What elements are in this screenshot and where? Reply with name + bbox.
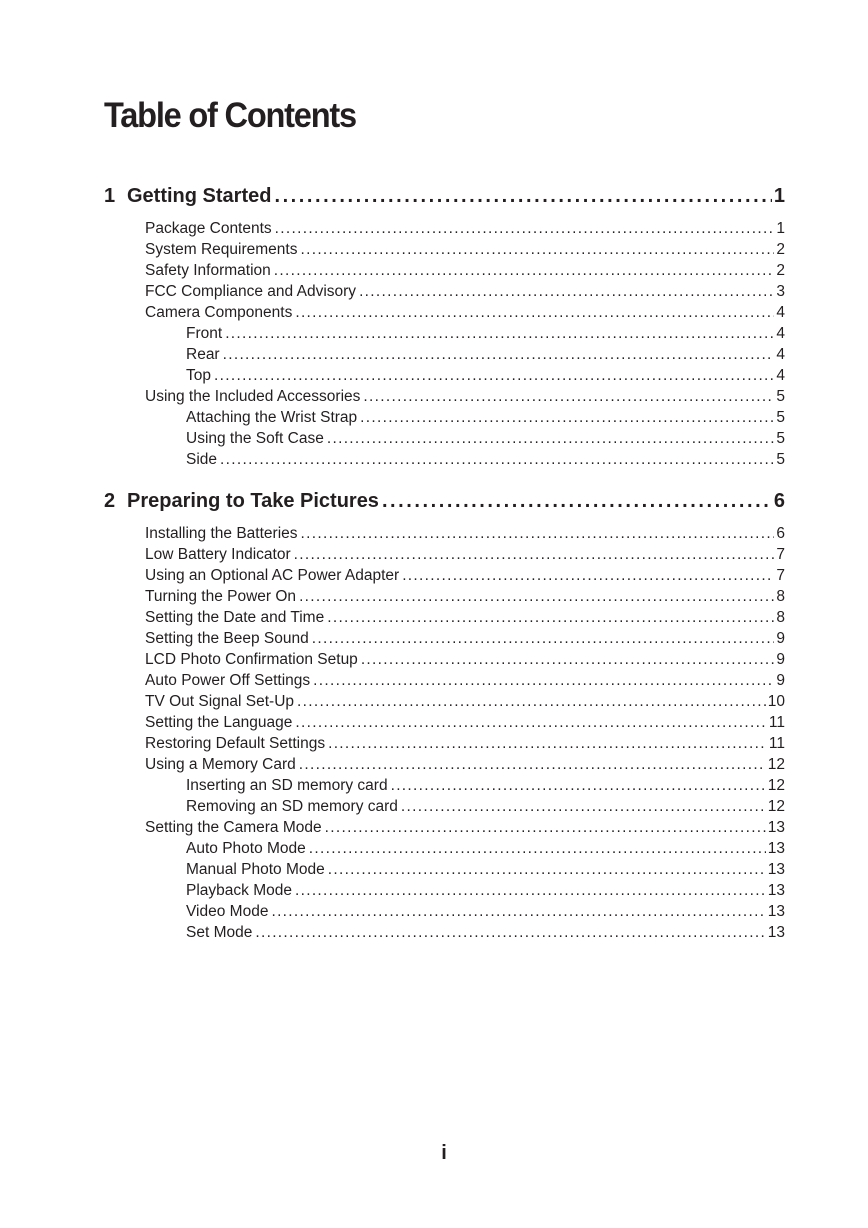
toc-entry[interactable]: [104, 260, 785, 281]
toc-entry-title: Camera Components: [145, 304, 293, 321]
toc-entry-title: LCD Photo Confirmation Setup: [145, 651, 358, 668]
dot-leader: [295, 302, 774, 323]
dot-leader: [325, 817, 766, 838]
dot-leader: [328, 859, 766, 880]
chapter-title: Getting Started: [127, 185, 272, 207]
toc-entry-page: 13: [767, 840, 785, 857]
toc-entry-page: 9: [776, 672, 785, 689]
toc-section-getting-started: [104, 184, 785, 470]
toc-entry-title: Setting the Beep Sound: [145, 630, 309, 647]
toc-entry[interactable]: [104, 281, 785, 302]
toc-entry-title: Set Mode: [186, 924, 253, 941]
toc-entry-title: Low Battery Indicator: [145, 546, 291, 563]
dot-leader: [223, 344, 775, 365]
dot-leader: [271, 901, 765, 922]
toc-entry[interactable]: [104, 796, 785, 817]
toc-entry-page: 4: [776, 346, 785, 363]
toc-entry[interactable]: [104, 859, 785, 880]
toc-entry-title: Setting the Camera Mode: [145, 819, 322, 836]
toc-entry-page: 13: [767, 819, 785, 836]
toc-entry[interactable]: [104, 628, 785, 649]
toc-entry[interactable]: [104, 733, 785, 754]
toc-entry[interactable]: [104, 407, 785, 428]
toc-entry-title: Safety Information: [145, 262, 271, 279]
toc-section-preparing-to-take-pictures: [104, 489, 785, 943]
toc-entry-title: Using a Memory Card: [145, 756, 296, 773]
dot-leader: [312, 628, 775, 649]
dot-leader: [295, 880, 766, 901]
dot-leader: [275, 218, 775, 239]
toc-entry-page: 13: [767, 903, 785, 920]
toc-entry-title: Playback Mode: [186, 882, 292, 899]
toc-entry-page: 2: [776, 241, 785, 258]
toc-entry[interactable]: [104, 691, 785, 712]
dot-leader: [274, 184, 771, 208]
dot-leader: [297, 691, 766, 712]
toc-entry-page: 10: [767, 693, 785, 710]
toc-entry-page: 4: [776, 304, 785, 321]
toc-entry-title: Manual Photo Mode: [186, 861, 325, 878]
dot-leader: [327, 428, 775, 449]
toc-entry-page: 11: [768, 735, 785, 752]
toc-entry-page: 4: [776, 325, 785, 342]
toc-entry-page: 12: [767, 777, 785, 794]
dot-leader: [327, 607, 774, 628]
toc-entry-page: 5: [776, 388, 785, 405]
toc-entry-title: Auto Photo Mode: [186, 840, 306, 857]
toc-entry-page: 4: [776, 367, 785, 384]
dot-leader: [363, 386, 774, 407]
dot-leader: [299, 754, 766, 775]
toc-entry[interactable]: [104, 302, 785, 323]
chapter-page: 6: [773, 490, 785, 512]
toc-entry[interactable]: [104, 922, 785, 943]
dot-leader: [274, 260, 775, 281]
dot-leader: [294, 544, 775, 565]
dot-leader: [391, 775, 766, 796]
dot-leader: [255, 922, 765, 943]
toc-entry[interactable]: [104, 386, 785, 407]
toc-entry-title: Package Contents: [145, 220, 272, 237]
toc-entry[interactable]: [104, 449, 785, 470]
toc-entry-page: 13: [767, 861, 785, 878]
toc-entry-page: 5: [776, 430, 785, 447]
toc-entry[interactable]: [104, 817, 785, 838]
toc-entry[interactable]: [104, 544, 785, 565]
dot-leader: [382, 489, 772, 513]
dot-leader: [401, 796, 766, 817]
chapter-number: 1: [104, 185, 116, 207]
toc-entry[interactable]: [104, 880, 785, 901]
toc-entry[interactable]: [104, 586, 785, 607]
toc-chapter-entry[interactable]: [104, 184, 785, 208]
toc-entry-page: 9: [776, 651, 785, 668]
dot-leader: [214, 365, 774, 386]
dot-leader: [361, 649, 775, 670]
toc-entry-title: Restoring Default Settings: [145, 735, 326, 752]
dot-leader: [301, 523, 775, 544]
toc-entry[interactable]: [104, 901, 785, 922]
toc-entry-list: [104, 218, 785, 470]
toc-entry-title: Video Mode: [186, 903, 269, 920]
dot-leader: [309, 838, 766, 859]
toc-entry-page: 8: [776, 588, 785, 605]
dot-leader: [295, 712, 767, 733]
toc-entry[interactable]: [104, 344, 785, 365]
dot-leader: [360, 407, 774, 428]
chapter-page: 1: [773, 185, 785, 207]
toc-entry-title: Auto Power Off Settings: [145, 672, 311, 689]
toc-entry-page: 3: [776, 283, 785, 300]
toc-entry[interactable]: [104, 523, 785, 544]
chapter-number: 2: [104, 490, 116, 512]
toc-entry-title: Inserting an SD memory card: [186, 777, 388, 794]
toc-entry-page: 2: [776, 262, 785, 279]
toc-entry[interactable]: [104, 775, 785, 796]
toc-entry-title: Turning the Power On: [145, 588, 297, 605]
toc-entry[interactable]: [104, 712, 785, 733]
dot-leader: [300, 239, 774, 260]
toc-entry-title: Top: [186, 367, 211, 384]
toc-entry[interactable]: [104, 365, 785, 386]
toc-entry-title: Setting the Language: [145, 714, 293, 731]
toc-entry-title: Setting the Date and Time: [145, 609, 325, 626]
footer-page-number: i: [441, 1142, 447, 1164]
toc-entry-page: 1: [776, 220, 785, 237]
toc-entry-page: 13: [767, 882, 785, 899]
toc-entry-page: 7: [776, 567, 785, 584]
toc-entry[interactable]: [104, 218, 785, 239]
toc-entry[interactable]: [104, 239, 785, 260]
toc-entry-page: 12: [767, 756, 785, 773]
toc-entry-title: Using the Included Accessories: [145, 388, 361, 405]
page-title: Table of Contents: [104, 96, 356, 135]
toc-entry-title: FCC Compliance and Advisory: [145, 283, 357, 300]
dot-leader: [313, 670, 774, 691]
toc-chapter-entry[interactable]: [104, 489, 785, 513]
toc-entry-title: Front: [186, 325, 223, 342]
toc-entry-title: Removing an SD memory card: [186, 798, 398, 815]
toc-entry-page: 13: [767, 924, 785, 941]
toc-entry[interactable]: [104, 428, 785, 449]
toc-entry-title: Using an Optional AC Power Adapter: [145, 567, 400, 584]
chapter-title: Preparing to Take Pictures: [127, 490, 379, 512]
toc-entry-list: [104, 523, 785, 943]
toc-entry-page: 8: [776, 609, 785, 626]
toc-entry[interactable]: [104, 565, 785, 586]
dot-leader: [328, 733, 767, 754]
toc-entry[interactable]: [104, 670, 785, 691]
dot-leader: [225, 323, 774, 344]
toc-entry-title: Installing the Batteries: [145, 525, 298, 542]
toc-entry-page: 11: [768, 714, 785, 731]
toc-entry[interactable]: [104, 754, 785, 775]
toc-entry-title: TV Out Signal Set-Up: [145, 693, 295, 710]
toc-entry[interactable]: [104, 607, 785, 628]
toc-entry-page: 9: [776, 630, 785, 647]
dot-leader: [220, 449, 774, 470]
toc-entry-page: 6: [776, 525, 785, 542]
toc-entry-page: 5: [776, 451, 785, 468]
toc-entry-title: Side: [186, 451, 218, 468]
toc-entry[interactable]: [104, 649, 785, 670]
dot-leader: [359, 281, 774, 302]
toc-entry[interactable]: [104, 838, 785, 859]
toc-entry-page: 7: [776, 546, 785, 563]
toc-entry-title: Using the Soft Case: [186, 430, 324, 447]
toc-entry-title: Rear: [186, 346, 220, 363]
toc-entry-title: Attaching the Wrist Strap: [186, 409, 358, 426]
toc-entry-title: System Requirements: [145, 241, 298, 258]
toc-entry-page: 12: [767, 798, 785, 815]
toc-entry-page: 5: [776, 409, 785, 426]
dot-leader: [402, 565, 774, 586]
dot-leader: [299, 586, 774, 607]
toc-entry[interactable]: [104, 323, 785, 344]
